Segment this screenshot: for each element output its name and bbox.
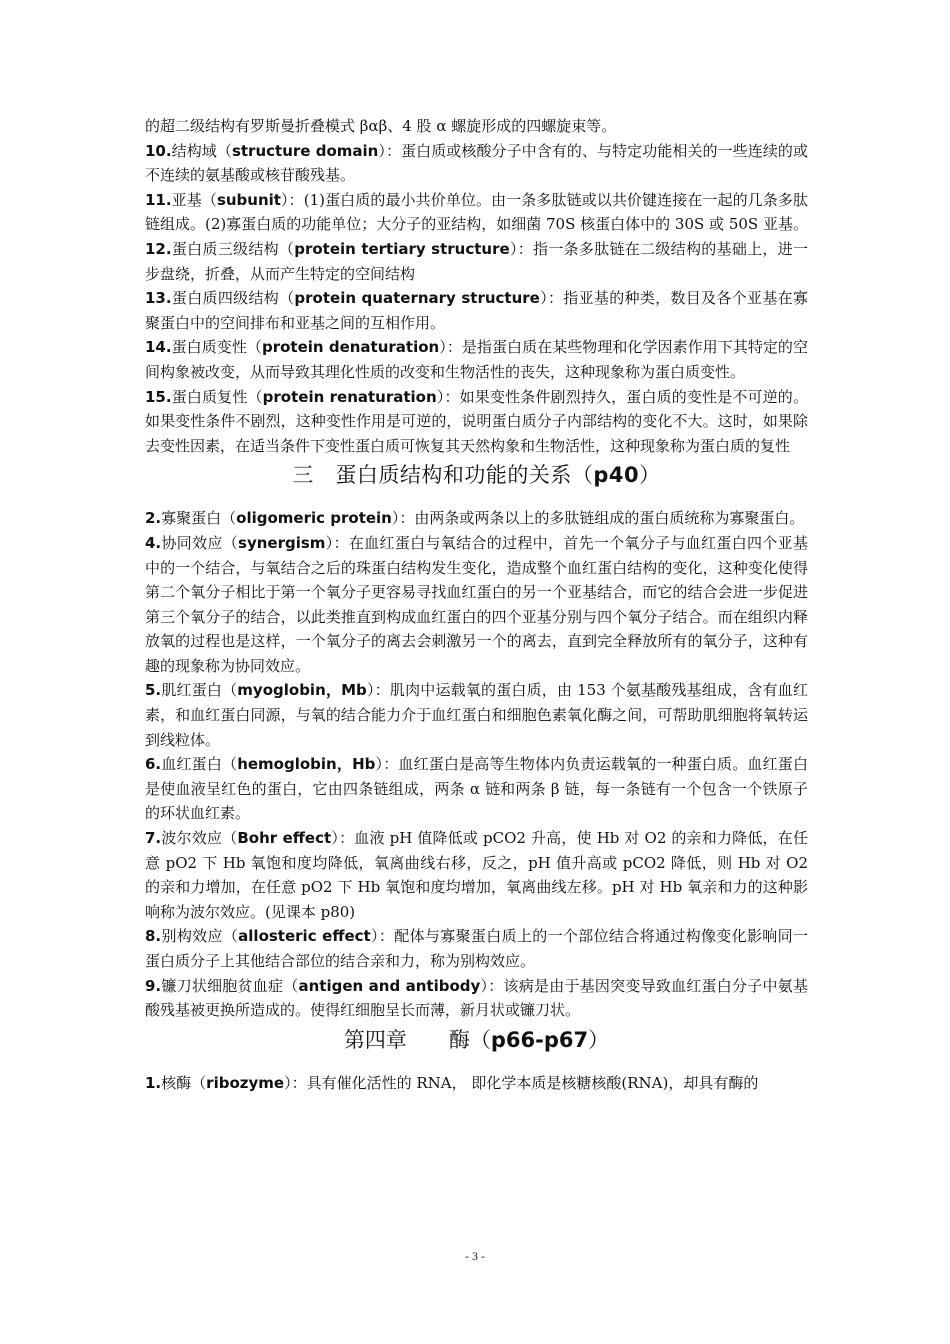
- entry-body: ：指亚基的种类，数目及各个亚基在寡聚蛋白中的空间排布和亚基之间的互相作用。: [145, 289, 808, 332]
- entry-body: ：蛋白质或核酸分子中含有的、与特定功能相关的一些连续的或不连续的氨基酸或核苷酸残基。: [145, 141, 808, 185]
- entry-body: ：如果变性条件剧烈持久，蛋白质的变性是不可逆的。如果变性条件不剧烈，这种变性作用是可逆的，说明蛋白质分子内部结构的变化不大。这时，如果除去变性因素，在适当条件下变性蛋白质可恢复其天然构象和生物活性，这种现象称为蛋白质的复性: [145, 387, 808, 455]
- entry-body: ：该病是由于基因突变导致血红蛋白分子中氨基酸残基被更换所造成的。使得红细胞呈长而薄，新月状或镰刀状。: [145, 976, 808, 1020]
- document-body: [145, 114, 808, 1095]
- entry-number: 4.: [145, 533, 162, 552]
- definition-ribozyme: 1.核酶（ribozyme）：具有催化活性的 RNA， 即化学本质是核糖核酸(RNA)，却具有酶的: [145, 1073, 759, 1092]
- entry-english: synergism: [238, 533, 326, 552]
- entry-body: ：配体与寡聚蛋白质上的一个部位结合将通过构像变化影响同一蛋白质分子上其他结合部位的结合亲和力，称为别构效应。: [145, 927, 808, 970]
- entry-term: 亚基: [171, 190, 202, 209]
- entry-number: 15.: [145, 387, 172, 406]
- definition-quaternary-structure: 13.蛋白质四级结构（protein quaternary structure）：指亚基的种类，数目及各个亚基在寡聚蛋白中的空间排布和亚基之间的互相作用。: [145, 289, 808, 332]
- entry-english: ribozyme: [206, 1073, 285, 1092]
- entry-body: ：是指蛋白质在某些物理和化学因素作用下其特定的空间构象被改变，从而导致其理化性质的改变和生物活性的丧失，这种现象称为蛋白质变性。: [145, 338, 808, 381]
- entry-english: protein renaturation: [262, 387, 437, 406]
- entry-english: protein tertiary structure: [294, 239, 510, 258]
- entry-term: 蛋白质三级结构: [171, 239, 279, 258]
- entry-english: structure domain: [231, 141, 379, 160]
- entry-term: 镰刀状细胞贫血症: [161, 976, 284, 995]
- entry-english: subunit: [216, 190, 281, 209]
- entry-term: 寡聚蛋白: [161, 509, 222, 528]
- entry-english: protein quaternary structure: [294, 289, 540, 308]
- chapter-heading-pages: p66-p67: [490, 1027, 589, 1052]
- definition-subunit: 11.亚基（subunit）：(1)蛋白质的最小共价单位。由一条多肽链或以共价键连接在一起的几条多肽链组成。(2)寡蛋白质的功能单位；大分子的亚结构，如细菌 70S 核蛋白体中的 30S 或 50S 亚基。: [145, 190, 808, 234]
- entry-number: 7.: [145, 829, 162, 848]
- section-heading-text: 三 蛋白质结构和功能的关系（: [292, 463, 594, 488]
- entry-body: ：具有催化活性的 RNA， 即化学本质是核糖核酸(RNA)，却具有酶的: [291, 1073, 759, 1092]
- entry-number: 2.: [145, 509, 162, 528]
- definition-myoglobin: 5.肌红蛋白（myoglobin，Mb）：肌肉中运载氧的蛋白质，由 153 个氨基酸残基组成，含有血红素，和血红蛋白同源，与氧的结合能力介于血红蛋白和细胞色素氧化酶之间，可帮助肌细胞将氧转运到线粒体。: [145, 681, 808, 749]
- entry-term: 蛋白质变性: [171, 338, 247, 357]
- entry-term: 血红蛋白: [161, 755, 223, 774]
- entry-number: 13.: [145, 289, 172, 308]
- entry-term: 波尔效应: [161, 829, 223, 848]
- entry-number: 8.: [145, 927, 162, 946]
- entry-number: 9.: [145, 976, 162, 995]
- definition-bohr-effect: 7.波尔效应（Bohr effect）：血液 pH 值降低或 pCO2 升高，使 Hb 对 O2 的亲和力降低，在任意 pO2 下 Hb 氧饱和度均降低，氧离曲线右移，反之，pH 值升高或 pCO2 降低，则 Hb 对 O2 的亲和力增加，在任意 pO2 下 Hb 氧饱和度均增加，氧离曲线左移。pH 对 Hb 氧亲和力的这种影响称为波尔效应。(见课本 p80): [145, 829, 808, 921]
- definition-synergism: 4.协同效应（synergism）：在血红蛋白与氧结合的过程中，首先一个氧分子与血红蛋白四个亚基中的一个结合，与氧结合之后的珠蛋白结构发生变化，造成整个血红蛋白结构的变化，这种变化使得第二个氧分子相比于第一个氧分子更容易寻找血红蛋白的另一个亚基结合，而它的结合会进一步促进第三个氧分子的结合，以此类推直到构成血红蛋白的四个亚基分别与四个氧分子结合。而在组织内释放氧的过程也是这样，一个氧分子的离去会刺激另一个的离去，直到完全释放所有的氧分子，这种有趣的现象称为协同效应。: [145, 533, 808, 675]
- entry-term: 别构效应: [161, 927, 223, 946]
- entry-number: 11.: [145, 190, 172, 209]
- entry-english: protein denaturation: [261, 338, 440, 357]
- section-heading-close: ）: [639, 463, 661, 488]
- section-heading-page: p40: [593, 463, 640, 488]
- entry-english: antigen and antibody: [298, 976, 481, 995]
- entry-body: ：在血红蛋白与氧结合的过程中，首先一个氧分子与血红蛋白四个亚基中的一个结合，与氧结合之后的珠蛋白结构发生变化，造成整个血红蛋白结构的变化，这种变化使得第二个氧分子相比于第一个氧分子更容易寻找血红蛋白的另一个亚基结合，而它的结合会进一步促进第三个氧分子的结合，以此类推直到构成血红蛋白的四个亚基分别与四个氧分子结合。而在组织内释放氧的过程也是这样，一个氧分子的离去会刺激另一个的离去，直到完全释放所有的氧分子，这种有趣的现象称为协同效应。: [145, 533, 808, 675]
- chapter-heading: [145, 1025, 808, 1055]
- entry-term: 协同效应: [161, 533, 223, 552]
- entry-number: 14.: [145, 338, 172, 357]
- entry-body: ：血红蛋白是高等生物体内负责运载氧的一种蛋白质。血红蛋白是使血液呈红色的蛋白，它由四条链组成，两条 α 链和两条 β 链，每一条链有一个包含一个铁原子的环状血红素。: [145, 755, 808, 823]
- entry-number: 10.: [145, 141, 172, 160]
- entry-body: ：肌肉中运载氧的蛋白质，由 153 个氨基酸残基组成，含有血红素，和血红蛋白同源，与氧的结合能力介于血红蛋白和细胞色素氧化酶之间，可帮助肌细胞将氧转运到线粒体。: [145, 681, 808, 749]
- entry-body: ：血液 pH 值降低或 pCO2 升高，使 Hb 对 O2 的亲和力降低，在任意 pO2 下 Hb 氧饱和度均降低，氧离曲线右移，反之，pH 值升高或 pCO2 降低，则 Hb 对 O2 的亲和力增加，在任意 pO2 下 Hb 氧饱和度均增加，氧离曲线左移。pH 对 Hb 氧亲和力的这种影响称为波尔效应。(见课本 p80): [145, 829, 808, 921]
- definitions-list-structure: [145, 139, 808, 459]
- definition-renaturation: 15.蛋白质复性（protein renaturation）：如果变性条件剧烈持久，蛋白质的变性是不可逆的。如果变性条件不剧烈，这种变性作用是可逆的，说明蛋白质分子内部结构的变化不大。这时，如果除去变性因素，在适当条件下变性蛋白质可恢复其天然构象和生物活性，这种现象称为蛋白质的复性: [145, 387, 808, 455]
- entry-number: 5.: [145, 681, 162, 700]
- entry-english: allosteric effect: [238, 927, 371, 946]
- entry-term: 核酶: [161, 1073, 192, 1092]
- definition-allosteric-effect: 8.别构效应（allosteric effect）：配体与寡聚蛋白质上的一个部位结合将通过构像变化影响同一蛋白质分子上其他结合部位的结合亲和力，称为别构效应。: [145, 927, 808, 970]
- definitions-list-enzyme: [145, 1071, 808, 1096]
- entry-body: ）：由两条或两条以上的多肽链组成的蛋白质统称为寡聚蛋白。: [391, 509, 805, 528]
- entry-english: myoglobin，Mb: [237, 681, 367, 700]
- entry-term: 结构域: [171, 141, 217, 160]
- entry-number: 12.: [145, 239, 172, 258]
- intro-line: 的超二级结构有罗斯曼折叠模式 βαβ、4 股 α 螺旋形成的四螺旋束等。: [145, 117, 617, 135]
- entry-term: 肌红蛋白: [161, 681, 223, 700]
- section-heading: [145, 460, 808, 490]
- chapter-heading-text: 第四章 酶（: [343, 1027, 491, 1052]
- entry-body: ：(1)蛋白质的最小共价单位。由一条多肽链或以共价键连接在一起的几条多肽链组成。(2)寡蛋白质的功能单位；大分子的亚结构，如细菌 70S 核蛋白体中的 30S 或 50S 亚基。: [145, 190, 808, 234]
- definition-structure-domain: 10.结构域（structure domain）：蛋白质或核酸分子中含有的、与特定功能相关的一些连续的或不连续的氨基酸或核苷酸残基。: [145, 141, 808, 185]
- entry-english: oligomeric protein: [236, 509, 392, 528]
- chapter-heading-close: ）: [588, 1027, 610, 1052]
- definition-denaturation: 14.蛋白质变性（protein denaturation）：是指蛋白质在某些物理和化学因素作用下其特定的空间构象被改变，从而导致其理化性质的改变和生物活性的丧失，这种现象称为蛋白质变性。: [145, 338, 808, 381]
- page-number: - 3 -: [465, 1249, 485, 1263]
- entry-term: 蛋白质复性: [171, 387, 248, 406]
- definition-oligomeric-protein: 2.寡聚蛋白（oligomeric protein）：由两条或两条以上的多肽链组成的蛋白质统称为寡聚蛋白。: [145, 509, 805, 528]
- definitions-list-function: [145, 506, 808, 1022]
- entry-number: 1.: [145, 1073, 162, 1092]
- definition-tertiary-structure: 12.蛋白质三级结构（protein tertiary structure）：指一条多肽链在二级结构的基础上，进一步盘绕，折叠，从而产生特定的空间结构: [145, 239, 808, 283]
- definition-hemoglobin: 6.血红蛋白（hemoglobin，Hb）：血红蛋白是高等生物体内负责运载氧的一种蛋白质。血红蛋白是使血液呈红色的蛋白，它由四条链组成，两条 α 链和两条 β 链，每一条链有一个包含一个铁原子的环状血红素。: [145, 755, 808, 823]
- definition-sickle-cell-anemia: 9.镰刀状细胞贫血症（antigen and antibody）：该病是由于基因突变导致血红蛋白分子中氨基酸残基被更换所造成的。使得红细胞呈长而薄，新月状或镰刀状。: [145, 976, 808, 1020]
- entry-body: ：指一条多肽链在二级结构的基础上，进一步盘绕，折叠，从而产生特定的空间结构: [145, 239, 808, 283]
- entry-english: Bohr effect: [237, 829, 332, 848]
- entry-english: hemoglobin，Hb: [237, 755, 376, 774]
- entry-number: 6.: [145, 755, 162, 774]
- entry-term: 蛋白质四级结构: [171, 289, 280, 308]
